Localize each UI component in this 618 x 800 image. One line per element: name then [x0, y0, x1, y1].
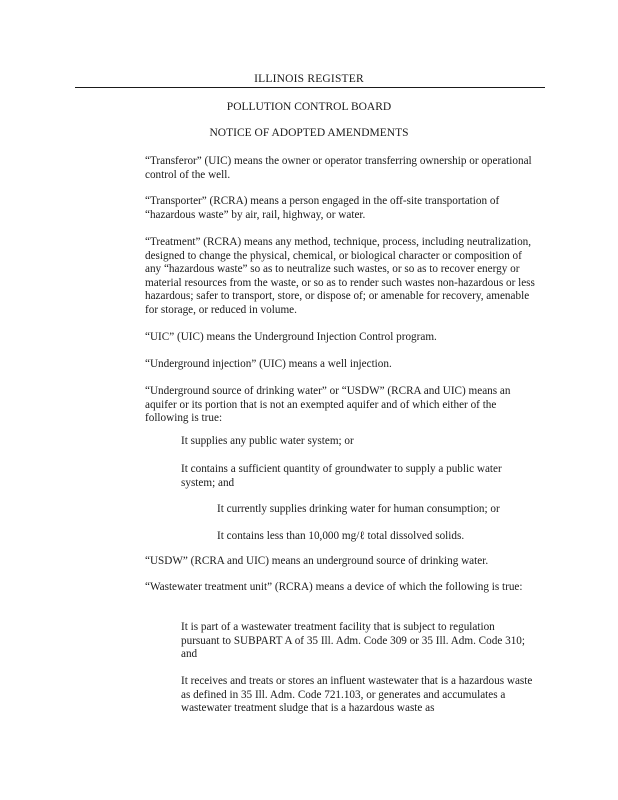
notice-heading: NOTICE OF ADOPTED AMENDMENTS [209, 127, 409, 139]
usdw-condition-1: It supplies any public water system; or [181, 435, 354, 447]
board-heading: POLLUTION CONTROL BOARD [226, 101, 392, 113]
definition-usdw-short: “USDW” (RCRA and UIC) means an underground source of drinking water. [145, 555, 489, 567]
header-rule [75, 87, 545, 88]
definition-uic: “UIC” (UIC) means the Underground Injection Control program. [145, 331, 437, 343]
wtu-condition-2: It receives and treats or stores an influent wastewater that is a hazardous waste as defined in 35 Ill. Adm. Code 721.103, or generates and accumulates a wastewater treatment sludge that is a hazardous waste as [181, 675, 533, 715]
usdw-subcondition-1: It currently supplies drinking water for human consumption; or [217, 503, 500, 515]
definition-transferor: “Transferor” (UIC) means the owner or operator transferring ownership or operational control of the well. [145, 155, 532, 181]
usdw-subcondition-2: It contains less than 10,000 mg/ℓ total dissolved solids. [217, 530, 465, 542]
definition-transporter: “Transporter” (RCRA) means a person engaged in the off-site transportation of “hazardous waste” by air, rail, highway, or water. [145, 195, 500, 221]
register-title: ILLINOIS REGISTER [254, 73, 364, 85]
usdw-condition-2: It contains a sufficient quantity of groundwater to supply a public water system; and [181, 463, 502, 489]
definition-wastewater-treatment-unit: “Wastewater treatment unit” (RCRA) means a device of which the following is true: [145, 581, 523, 593]
definition-treatment: “Treatment” (RCRA) means any method, technique, process, including neutralization, designed to change the physical, chemical, or biological character or composition of any “hazardous waste” so as to neutralize such wastes, or so as to recover energy or material resources from the waste, or so as to render such wastes non-hazardous or less hazardous; safer to transport, store, or dispose of; or amenable for recovery, amenable for storage, or reduced in volume. [145, 236, 535, 316]
definition-underground-injection: “Underground injection” (UIC) means a well injection. [145, 358, 392, 370]
wtu-condition-1: It is part of a wastewater treatment facility that is subject to regulation pursuant to SUBPART A of 35 Ill. Adm. Code 309 or 35 Ill. Adm. Code 310; and [181, 621, 525, 661]
definition-usdw-long: “Underground source of drinking water” or “USDW” (RCRA and UIC) means an aquifer or its portion that is not an exempted aquifer and of which either of the following is true: [145, 385, 511, 425]
